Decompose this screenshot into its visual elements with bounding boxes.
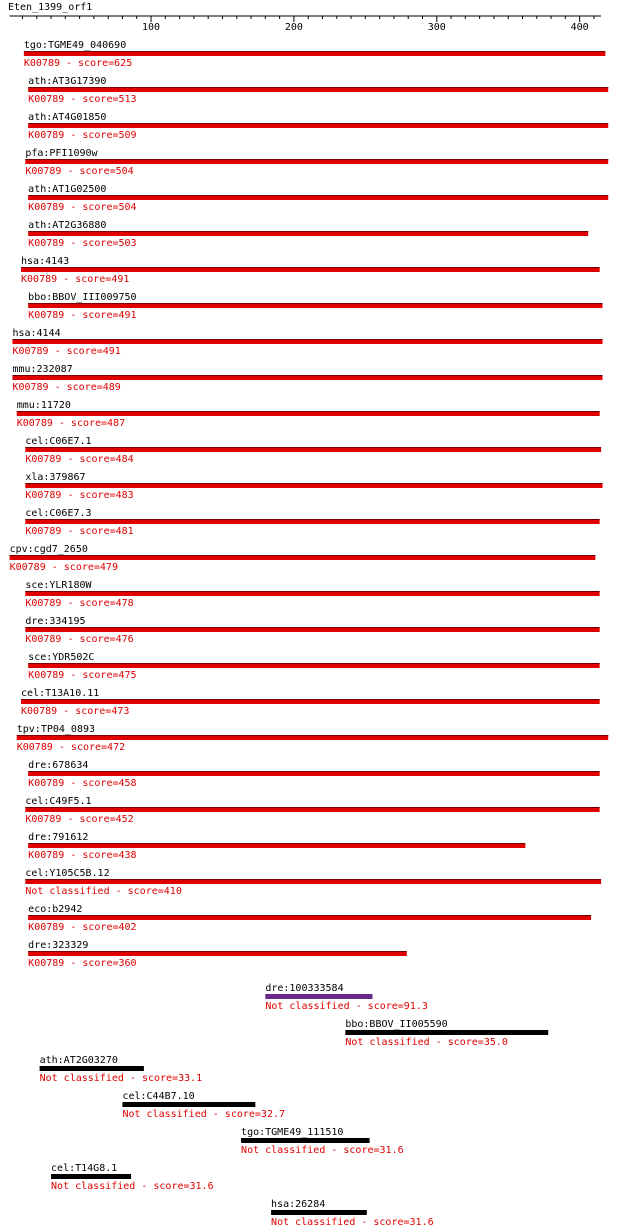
hit-description: K00789 - score=487 xyxy=(16,418,126,429)
sequence-axis xyxy=(10,16,601,33)
hit-row xyxy=(28,76,608,105)
hit-name: dre:100333584 xyxy=(265,983,344,994)
hit-description: Not classified - score=31.6 xyxy=(51,1181,214,1192)
hit-bar-edge xyxy=(28,915,591,916)
hit-name: cel:T14G8.1 xyxy=(51,1163,118,1174)
hit-bar xyxy=(265,994,372,999)
hit-description: Not classified - score=31.6 xyxy=(241,1145,404,1156)
hit-name: ath:AT3G17390 xyxy=(28,76,107,87)
hit-bar-edge xyxy=(25,627,599,628)
hit-name: cpv:cgd7_2650 xyxy=(9,544,88,555)
hit-name: ath:AT1G02500 xyxy=(28,184,107,195)
hit-row xyxy=(265,983,428,1012)
hit-description: K00789 - score=483 xyxy=(25,490,134,501)
hit-row xyxy=(28,112,608,141)
hit-name: dre:791612 xyxy=(28,832,89,843)
hit-row xyxy=(25,868,601,897)
hit-bar-edge xyxy=(28,843,525,844)
hit-bar xyxy=(241,1138,370,1143)
hit-row xyxy=(12,328,602,357)
hit-description: Not classified - score=91.3 xyxy=(265,1001,428,1012)
hit-name: tgo:TGME49_040690 xyxy=(23,40,127,51)
hit-name: tpv:TP04_0893 xyxy=(16,724,96,735)
hit-list xyxy=(10,40,609,1228)
hit-name: eco:b2942 xyxy=(28,904,83,915)
hit-bar-edge xyxy=(28,87,608,88)
hit-bar xyxy=(122,1102,255,1107)
hit-bar-edge xyxy=(21,267,600,268)
hit-bar-edge xyxy=(10,555,596,556)
hit-description: K00789 - score=438 xyxy=(28,850,137,861)
hit-bar-edge xyxy=(25,591,599,592)
hit-row xyxy=(25,580,599,609)
hit-bar-edge xyxy=(28,195,608,196)
hit-description: K00789 - score=360 xyxy=(28,958,137,969)
hit-row xyxy=(21,256,600,285)
hit-bar xyxy=(51,1174,131,1179)
hit-row xyxy=(28,760,599,789)
hit-description: K00789 - score=484 xyxy=(25,454,134,465)
hit-description: K00789 - score=458 xyxy=(28,778,137,789)
hit-description: K00789 - score=478 xyxy=(25,598,134,609)
hit-description: K00789 - score=481 xyxy=(25,526,134,537)
axis-tick-label: 200 xyxy=(284,22,303,33)
hit-description: K00789 - score=503 xyxy=(28,238,137,249)
hit-row xyxy=(28,652,599,681)
hit-bar-edge xyxy=(25,447,601,448)
hit-description: K00789 - score=473 xyxy=(21,706,130,717)
hit-bar-edge xyxy=(12,339,602,340)
hit-name: cel:C44B7.10 xyxy=(122,1091,195,1102)
hit-description: K00789 - score=402 xyxy=(28,922,137,933)
hit-name: tgo:TGME49_111510 xyxy=(241,1127,344,1138)
hit-description: K00789 - score=504 xyxy=(28,202,137,213)
hit-row xyxy=(10,544,596,573)
hit-description: K00789 - score=513 xyxy=(28,94,137,105)
hit-description: K00789 - score=489 xyxy=(12,382,121,393)
hit-bar-edge xyxy=(25,879,601,880)
hit-description: K00789 - score=479 xyxy=(9,562,118,573)
hit-name: bbo:BBOV_II005590 xyxy=(345,1019,448,1030)
hit-name: mmu:11720 xyxy=(16,400,71,411)
hit-row xyxy=(28,904,591,933)
axis-tick-label: 100 xyxy=(142,22,161,33)
axis-tick-label: 300 xyxy=(427,22,446,33)
hit-name: sce:YDR502C xyxy=(28,652,95,663)
hit-description: K00789 - score=491 xyxy=(28,310,137,321)
hit-name: xla:379867 xyxy=(25,472,86,483)
hit-name: hsa:4144 xyxy=(12,328,61,339)
hit-bar xyxy=(271,1210,367,1215)
hit-bar-edge xyxy=(28,951,407,952)
hit-bar-edge xyxy=(28,663,599,664)
hit-bar-edge xyxy=(25,807,599,808)
hit-name: cel:Y105C5B.12 xyxy=(25,868,110,879)
hit-description: K00789 - score=625 xyxy=(23,58,133,69)
diagram-title: Eten_1399_orf1 xyxy=(8,2,93,13)
hit-name: dre:323329 xyxy=(28,940,89,951)
hit-row xyxy=(28,832,525,861)
hit-row xyxy=(25,472,602,501)
hit-row xyxy=(17,400,600,429)
hit-description: K00789 - score=504 xyxy=(25,166,134,177)
hit-row xyxy=(28,184,608,213)
hit-bar-edge xyxy=(25,159,608,160)
hit-description: Not classified - score=33.1 xyxy=(39,1073,203,1084)
hit-name: cel:C49F5.1 xyxy=(25,796,92,807)
hit-description: K00789 - score=476 xyxy=(25,634,134,645)
hit-bar-edge xyxy=(17,735,608,736)
hit-bar-edge xyxy=(28,303,602,304)
hit-description: K00789 - score=452 xyxy=(25,814,134,825)
hit-name: hsa:26284 xyxy=(271,1199,326,1210)
hit-name: ath:AT2G03270 xyxy=(39,1055,118,1066)
hit-description: K00789 - score=491 xyxy=(21,274,130,285)
hit-description: K00789 - score=472 xyxy=(16,742,126,753)
hit-row xyxy=(28,220,588,249)
axis-tick-label: 400 xyxy=(570,22,589,33)
hit-name: mmu:232087 xyxy=(12,364,73,375)
hit-row xyxy=(271,1199,434,1228)
hit-description: Not classified - score=32.7 xyxy=(122,1109,286,1120)
hit-bar-edge xyxy=(28,123,608,124)
hit-description: Not classified - score=31.6 xyxy=(271,1217,434,1228)
hit-row xyxy=(241,1127,404,1156)
hit-row xyxy=(28,940,407,969)
hit-row xyxy=(17,724,608,753)
hit-bar xyxy=(40,1066,144,1071)
hit-description: K00789 - score=491 xyxy=(12,346,121,357)
hit-bar-edge xyxy=(12,375,602,376)
hit-bar-edge xyxy=(17,411,600,412)
hit-row xyxy=(25,616,599,645)
hit-name: dre:334195 xyxy=(25,616,86,627)
hit-row xyxy=(24,40,605,69)
hit-row xyxy=(51,1163,214,1192)
hit-name: ath:AT4G01850 xyxy=(28,112,107,123)
hit-bar xyxy=(345,1030,548,1035)
hit-row xyxy=(40,1055,203,1084)
hit-description: K00789 - score=509 xyxy=(28,130,137,141)
hit-row xyxy=(25,436,601,465)
hit-row xyxy=(25,508,599,537)
hit-name: hsa:4143 xyxy=(21,256,70,267)
hit-row xyxy=(12,364,602,393)
hit-bar-edge xyxy=(25,483,602,484)
hit-row xyxy=(25,148,608,177)
hit-row xyxy=(28,292,602,321)
hit-bar-edge xyxy=(21,699,600,700)
hit-row xyxy=(25,796,599,825)
hit-row xyxy=(21,688,600,717)
hit-name: pfa:PFI1090w xyxy=(25,148,98,159)
hit-bar-edge xyxy=(25,519,599,520)
hit-bar-edge xyxy=(28,231,588,232)
hit-name: ath:AT2G36880 xyxy=(28,220,107,231)
hit-name: bbo:BBOV_III009750 xyxy=(28,292,137,303)
hit-row xyxy=(345,1019,548,1048)
hit-description: K00789 - score=475 xyxy=(28,670,137,681)
hit-name: cel:C06E7.3 xyxy=(25,508,92,519)
hit-name: sce:YLR180W xyxy=(25,580,92,591)
hit-name: cel:C06E7.1 xyxy=(25,436,92,447)
hit-name: cel:T13A10.11 xyxy=(21,688,100,699)
hit-description: Not classified - score=410 xyxy=(25,886,182,897)
hit-description: Not classified - score=35.0 xyxy=(345,1037,508,1048)
hit-bar-edge xyxy=(24,51,605,52)
hit-name: dre:678634 xyxy=(28,760,89,771)
hit-row xyxy=(122,1091,285,1120)
hit-bar-edge xyxy=(28,771,599,772)
